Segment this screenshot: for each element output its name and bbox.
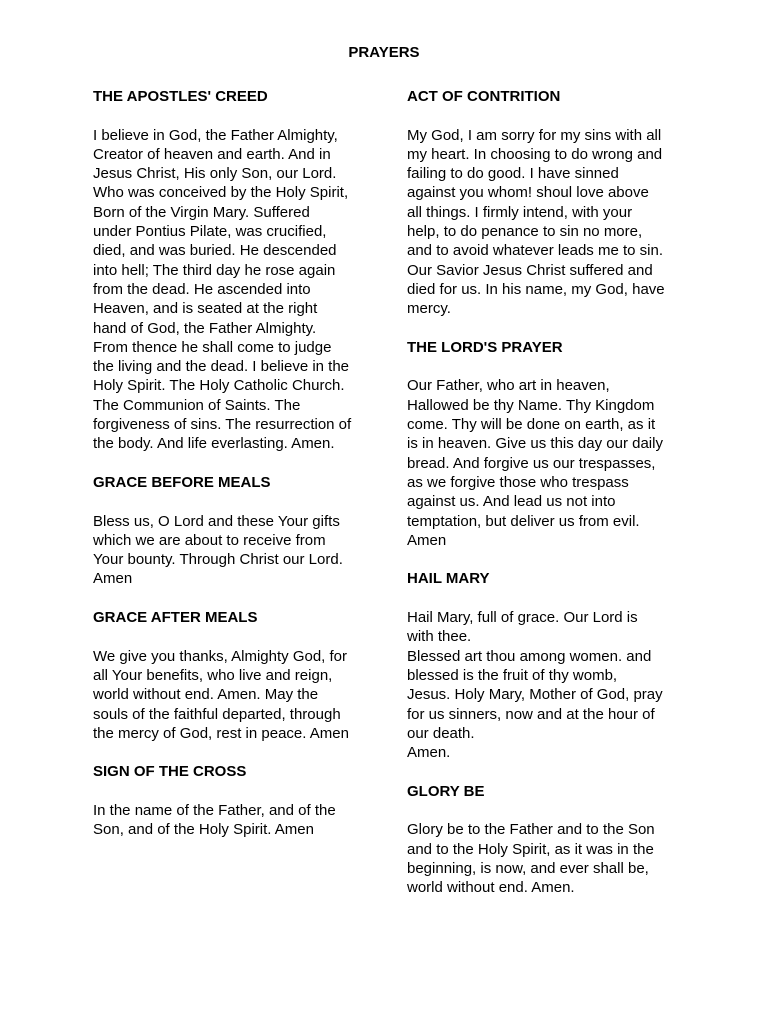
prayer-text: Glory be to the Father and to the Son and to the Holy Spirit, as it was in the beginning, is now, and ever shall be, world without end. Amen. [407, 821, 655, 897]
prayer-text: My God, I am sorry for my sins with all my heart. In choosing to do wrong and failing to do good. I have sinned against you whom! shoul love above all things. I firmly intend, with your help, to do penance to sin no more, and to avoid whatever leads me to sin. Our Savior Jesus Christ suffered and died for us. In his name, my God, have mercy. [407, 126, 665, 318]
prayer-heading: GLORY BE [407, 782, 485, 800]
prayer-grace-before-meals [93, 473, 371, 589]
prayer-grace-after-meals [93, 608, 371, 743]
prayer-heading: THE APOSTLES' CREED [93, 88, 268, 105]
prayer-text: In the name of the Father, and of the Son, and of the Holy Spirit. Amen [93, 801, 336, 839]
prayer-heading: ACT OF CONTRITION [407, 88, 561, 105]
prayer-text: I believe in God, the Father Almighty, Creator of heaven and earth. And in Jesus Christ, His only Son, our Lord. Who was conceived by the Holy Spirit, Born of the Virgin Mary. Suffered under Pontius Pilate, was crucified, died, and was buried. He descended into hell; The third day he rose again from the dead. He ascended into Heaven, and is seated at the right hand of God, the Father Almighty. From thence he shall come to judge the living and the dead. I believe in the Holy Spirit. The Holy Catholic Church. The Communion of Saints. The forgiveness of sins. The resurrection of the body. And life everlasting. Amen. [93, 126, 352, 453]
prayer-text: Hail Mary, full of grace. Our Lord is with thee. Blessed art thou among women. and blessed is the fruit of thy womb, Jesus. Holy Mary, Mother of God, pray for us sinners, now and at the hour of our death. Amen. [407, 609, 663, 762]
prayer-text: Bless us, O Lord and these Your gifts which we are about to receive from Your bounty. Through Christ our Lord. Amen [93, 512, 343, 588]
prayer-heading: GRACE BEFORE MEALS [93, 473, 271, 491]
prayer-sign-of-the-cross [93, 762, 371, 839]
prayer-heading: GRACE AFTER MEALS [93, 609, 258, 627]
prayer-act-of-contrition [407, 87, 687, 319]
page-title: PRAYERS [348, 44, 420, 61]
prayer-hail-mary [407, 569, 687, 762]
right-column [407, 87, 687, 917]
prayer-heading: THE LORD'S PRAYER [407, 338, 563, 356]
left-column [93, 87, 371, 859]
prayer-heading: HAIL MARY [407, 570, 490, 588]
prayer-apostles-creed [93, 87, 371, 454]
prayer-text: Our Father, who art in heaven, Hallowed be thy Name. Thy Kingdom come. Thy will be done on earth, as it is in heaven. Give us this day our daily bread. And forgive us our trespasses, as we forgive those who trespass against us. And lead us not into temptation, but deliver us from evil. Amen [407, 377, 663, 549]
prayer-glory-be [407, 782, 687, 898]
prayer-lords-prayer [407, 338, 687, 550]
prayer-text: We give you thanks, Almighty God, for all Your benefits, who live and reign, world without end. Amen. May the souls of the faithful departed, through the mercy of God, rest in peace. Amen [93, 647, 349, 742]
prayer-heading: SIGN OF THE CROSS [93, 763, 247, 781]
